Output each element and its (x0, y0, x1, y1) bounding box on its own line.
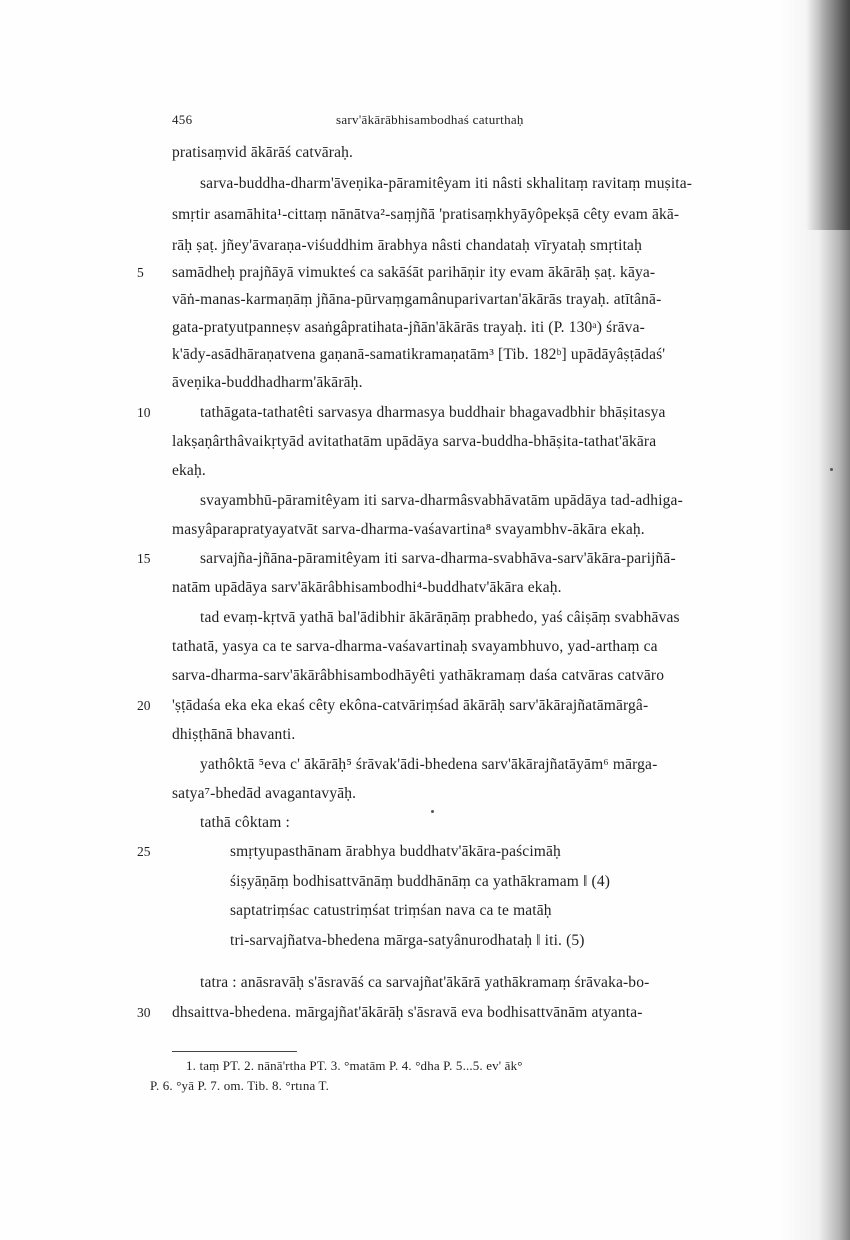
text-line: yathôktā ⁵eva c' ākārāḥ⁵ śrāvak'ādi-bhedena sarv'ākārajñatāyām⁶ mārga- (200, 756, 658, 773)
verse-line: smṛtyupasthānam ārabhya buddhatv'ākāra-paścimāḥ (230, 843, 561, 860)
text-line: samādheḥ prajñāyā vimukteś ca sakāśāt parihāṇir ity evam ākārāḥ ṣaṭ. kāya- (172, 264, 656, 281)
footnote-rule (172, 1051, 297, 1052)
text-line: tathatā, yasya ca te sarva-dharma-vaśavartinaḥ svayambhuvo, yad-arthaṃ ca (172, 638, 658, 655)
scan-speck (431, 810, 434, 813)
verse-line: śiṣyāṇāṃ bodhisattvānāṃ buddhānāṃ ca yathākramam ‖ (4) (230, 873, 611, 890)
footnote-line: 1. taṃ PT. 2. nānā'rtha PT. 3. °matām P. 4. °dha P. 5...5. ev' āk° (186, 1058, 523, 1073)
footnote-line: P. 6. °yā P. 7. om. Tib. 8. °rtına T. (150, 1078, 330, 1093)
text-line-italic-lead: tathāgata-tathatêti sarvasya dharmasya buddhair bhagavadbhir bhāṣitasya (200, 404, 666, 421)
running-title: sarv'ākārābhisambodhaś caturthaḥ (336, 112, 524, 127)
page-edge-dark-corner (806, 0, 850, 230)
line-number: 20 (137, 698, 151, 713)
text-line: dhsaittva-bhedena. mārgajñat'ākārāḥ s'āsravā eva bodhisattvānām atyanta- (172, 1004, 643, 1021)
text-line: tathā côktam : (200, 814, 290, 831)
text-line: smṛtir asamāhita¹-cittaṃ nānātva²-saṃjñā 'pratisaṃkhyāyôpekṣā cêty evam ākā- (172, 206, 680, 223)
verse-line: saptatriṃśac catustriṃśat triṃśan nava ca te matāḥ (230, 902, 552, 919)
text-line: gata-pratyutpanneṣv asaṅgâpratihata-jñān'ākārās trayaḥ. iti (P. 130ᵃ) śrāva- (172, 319, 645, 336)
text-line: vāṅ-manas-karmaṇāṃ jñāna-pūrvaṃgamânuparivartan'ākārās trayaḥ. atītânā- (172, 291, 662, 308)
text-line: dhiṣṭhānā bhavanti. (172, 726, 296, 743)
text-line: masyâparapratyayatvāt sarva-dharma-vaśavartina⁸ svayambhv-ākāra ekaḥ. (172, 521, 645, 538)
line-number: 10 (137, 405, 151, 420)
text-line: āveṇika-buddhadharm'ākārāḥ. (172, 374, 363, 391)
text-line: rāḥ ṣaṭ. jñey'āvaraṇa-viśuddhim ārabhya nâsti chandataḥ vīryataḥ smṛtitaḥ (172, 237, 642, 254)
text-line: satya⁷-bhedād avagantavyāḥ. (172, 785, 357, 802)
scan-speck (830, 468, 833, 471)
text-line: tad evaṃ-kṛtvā yathā bal'ādibhir ākārāṇāṃ prabhedo, yaś câiṣāṃ svabhāvas (200, 609, 680, 626)
text-line: k'ādy-asādhāraṇatvena gaṇanā-samatikramaṇatām³ [Tib. 182ᵇ] upādāyâṣṭādaś' (172, 346, 666, 363)
text-line-italic-lead: sarva-buddha-dharm'āveṇika-pāramitêyam iti nâsti skhalitaṃ ravitaṃ muṣita- (200, 175, 693, 192)
text-line: lakṣaṇârthâvaikṛtyād avitathatām upādāya sarva-buddha-bhāṣita-tathat'ākāra (172, 433, 657, 450)
text-line: natām upādāya sarv'ākārâbhisambodhi⁴-buddhatv'ākāra ekaḥ. (172, 579, 562, 596)
verse-line: tri-sarvajñatva-bhedena mārga-satyânurodhataḥ ‖ iti. (5) (230, 932, 585, 949)
text-line-italic-lead: svayambhū-pāramitêyam iti sarva-dharmâsvabhāvatām upādāya tad-adhiga- (200, 492, 683, 509)
page-number: 456 (172, 112, 193, 127)
text-line: ekaḥ. (172, 462, 206, 479)
line-number: 15 (137, 551, 151, 566)
line-number: 5 (137, 265, 144, 280)
line-number: 30 (137, 1005, 151, 1020)
text-line: 'ṣṭādaśa eka eka ekaś cêty ekôna-catvāriṃśad ākārāḥ sarv'ākārajñatāmārgâ- (172, 697, 649, 714)
text-line: tatra : anāsravāḥ s'āsravāś ca sarvajñat'ākārā yathākramaṃ śrāvaka-bo- (200, 974, 650, 991)
text-line: sarva-dharma-sarv'ākārâbhisambodhāyêti yathākramaṃ daśa catvāras catvāro (172, 667, 665, 684)
text-line-italic-lead: sarvajña-jñāna-pāramitêyam iti sarva-dharma-svabhāva-sarv'ākāra-parijñā- (200, 550, 676, 567)
text-line: pratisaṃvid ākārāś catvāraḥ. (172, 144, 354, 161)
line-number: 25 (137, 844, 151, 859)
